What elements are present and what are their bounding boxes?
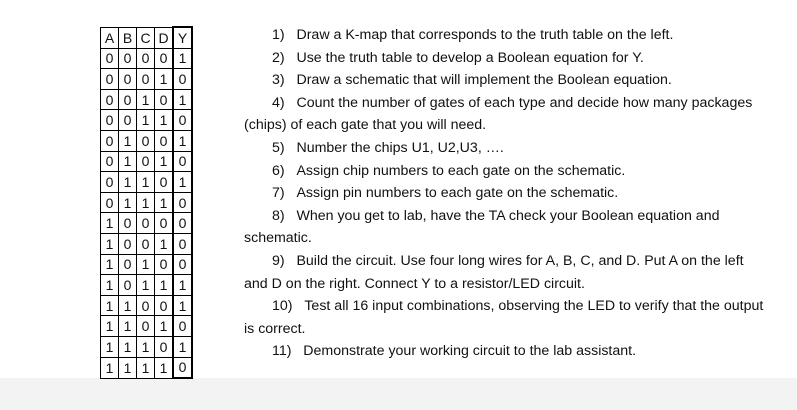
step-text: Count the number of gates of each type and decide how many packages — [296, 94, 753, 111]
table-cell: 1 — [137, 275, 155, 296]
table-cell: 0 — [119, 233, 137, 254]
table-cell: 1 — [137, 357, 155, 378]
step-text: Assign pin numbers to each gate on the schematic. — [296, 185, 619, 202]
column-header-y: Y — [173, 27, 192, 48]
table-cell: 1 — [173, 275, 192, 296]
instruction-step — [244, 295, 789, 318]
table-cell: 0 — [119, 254, 137, 275]
table-cell: 0 — [155, 254, 174, 275]
truth-table-header-row — [101, 27, 193, 48]
table-cell: 1 — [119, 316, 137, 337]
instruction-step — [244, 340, 789, 363]
table-cell: 1 — [101, 213, 119, 234]
step-number: 3) — [272, 72, 285, 89]
table-cell: 1 — [101, 254, 119, 275]
step-continuation: schematic. — [244, 230, 312, 247]
table-cell: 0 — [173, 69, 192, 90]
column-header-d: D — [155, 27, 174, 48]
table-cell: 1 — [137, 254, 155, 275]
table-cell: 0 — [137, 316, 155, 337]
table-cell: 0 — [101, 192, 119, 213]
table-cell: 1 — [101, 275, 119, 296]
table-cell: 1 — [155, 110, 174, 131]
table-cell: 1 — [137, 172, 155, 193]
table-cell: 0 — [119, 69, 137, 90]
table-cell: 1 — [119, 151, 137, 172]
table-cell: 1 — [155, 69, 174, 90]
table-cell: 1 — [173, 295, 192, 316]
table-cell: 1 — [119, 130, 137, 151]
table-cell: 1 — [173, 48, 192, 69]
table-cell: 0 — [101, 130, 119, 151]
table-row — [101, 254, 193, 275]
instruction-step — [244, 69, 789, 92]
table-cell: 0 — [155, 295, 174, 316]
instruction-list — [244, 24, 789, 363]
table-cell: 1 — [119, 172, 137, 193]
table-cell: 1 — [137, 336, 155, 357]
table-cell: 1 — [101, 357, 119, 378]
page-bottom-band — [0, 378, 797, 410]
truth-table — [100, 26, 193, 379]
step-text: Demonstrate your working circuit to the lab assistant. — [303, 343, 637, 360]
table-cell: 0 — [173, 254, 192, 275]
table-cell: 1 — [155, 316, 174, 337]
table-cell: 0 — [137, 213, 155, 234]
table-cell: 0 — [155, 213, 174, 234]
table-cell: 0 — [101, 69, 119, 90]
table-row — [101, 295, 193, 316]
table-row — [101, 192, 193, 213]
column-header-b: B — [119, 27, 137, 48]
step-text: Draw a schematic that will implement the Boolean equation. — [296, 72, 672, 89]
instruction-step — [244, 137, 789, 160]
step-continuation: and D on the right. Connect Y to a resistor/LED circuit. — [244, 275, 585, 292]
table-cell: 0 — [119, 110, 137, 131]
table-row — [101, 89, 193, 110]
step-text: Draw a K-map that corresponds to the truth table on the left. — [296, 27, 674, 43]
table-cell: 0 — [137, 69, 155, 90]
instruction-step — [244, 47, 789, 70]
table-cell: 0 — [119, 48, 137, 69]
table-cell: 1 — [101, 295, 119, 316]
instruction-step — [244, 182, 789, 205]
step-number: 4) — [272, 94, 285, 111]
table-cell: 1 — [101, 316, 119, 337]
step-number: 8) — [272, 207, 285, 224]
step-text: Use the truth table to develop a Boolean equation for Y. — [296, 49, 644, 66]
table-row — [101, 316, 193, 337]
table-cell: 0 — [101, 110, 119, 131]
table-cell: 0 — [137, 295, 155, 316]
table-row — [101, 130, 193, 151]
step-continuation: is correct. — [244, 320, 306, 337]
table-cell: 1 — [173, 172, 192, 193]
table-cell: 0 — [173, 213, 192, 234]
table-cell: 0 — [137, 233, 155, 254]
table-cell: 0 — [155, 89, 174, 110]
step-number: 10) — [272, 298, 293, 315]
table-cell: 0 — [155, 48, 174, 69]
instruction-step — [244, 250, 789, 273]
table-row — [101, 336, 193, 357]
table-cell: 1 — [155, 151, 174, 172]
step-number: 7) — [272, 185, 285, 202]
table-cell: 1 — [119, 357, 137, 378]
table-row — [101, 110, 193, 131]
instruction-step — [244, 92, 789, 115]
step-number: 6) — [272, 162, 285, 179]
table-cell: 1 — [173, 130, 192, 151]
table-cell: 0 — [137, 48, 155, 69]
table-cell: 1 — [155, 357, 174, 378]
column-header-c: C — [137, 27, 155, 48]
table-cell: 1 — [155, 233, 174, 254]
table-cell: 0 — [101, 89, 119, 110]
table-cell: 0 — [101, 151, 119, 172]
table-cell: 1 — [137, 192, 155, 213]
table-row — [101, 69, 193, 90]
table-cell: 0 — [101, 172, 119, 193]
column-header-a: A — [101, 27, 119, 48]
table-cell: 1 — [101, 233, 119, 254]
step-text: Number the chips U1, U2,U3, …. — [296, 139, 504, 156]
table-cell: 1 — [101, 336, 119, 357]
step-number: 5) — [272, 139, 285, 156]
table-cell: 0 — [155, 336, 174, 357]
table-cell: 1 — [173, 89, 192, 110]
table-cell: 1 — [119, 192, 137, 213]
table-cell: 0 — [119, 275, 137, 296]
table-cell: 0 — [173, 151, 192, 172]
table-cell: 1 — [137, 89, 155, 110]
table-cell: 1 — [155, 192, 174, 213]
table-cell: 0 — [173, 357, 192, 378]
table-row — [101, 213, 193, 234]
step-text: Test all 16 input combinations, observing the LED to verify that the output — [304, 298, 764, 315]
table-cell: 0 — [155, 130, 174, 151]
table-row — [101, 357, 193, 378]
table-cell: 0 — [155, 172, 174, 193]
step-number: 9) — [272, 252, 285, 269]
step-number: 2) — [272, 49, 285, 66]
step-continuation: (chips) of each gate that you will need. — [244, 117, 487, 134]
table-row — [101, 48, 193, 69]
table-cell: 0 — [119, 213, 137, 234]
instruction-step — [244, 24, 789, 47]
table-cell: 1 — [173, 336, 192, 357]
table-cell: 0 — [173, 233, 192, 254]
table-row — [101, 275, 193, 296]
step-number: 11) — [272, 343, 292, 360]
truth-table-body — [101, 48, 193, 378]
table-cell: 0 — [173, 110, 192, 131]
table-cell: 0 — [173, 316, 192, 337]
table-cell: 0 — [173, 192, 192, 213]
step-text: When you get to lab, have the TA check your Boolean equation and — [296, 207, 720, 224]
table-row — [101, 233, 193, 254]
table-cell: 1 — [119, 295, 137, 316]
instruction-step — [244, 205, 789, 228]
step-text: Assign chip numbers to each gate on the schematic. — [296, 162, 626, 179]
table-cell: 0 — [101, 48, 119, 69]
table-cell: 0 — [137, 130, 155, 151]
table-row — [101, 151, 193, 172]
table-cell: 0 — [137, 151, 155, 172]
table-cell: 0 — [119, 89, 137, 110]
table-cell: 1 — [155, 275, 174, 296]
table-cell: 1 — [119, 336, 137, 357]
table-cell: 1 — [137, 110, 155, 131]
instruction-step — [244, 160, 789, 183]
step-number: 1) — [272, 27, 285, 43]
step-text: Build the circuit. Use four long wires for A, B, C, and D. Put A on the left — [296, 252, 744, 269]
table-row — [101, 172, 193, 193]
